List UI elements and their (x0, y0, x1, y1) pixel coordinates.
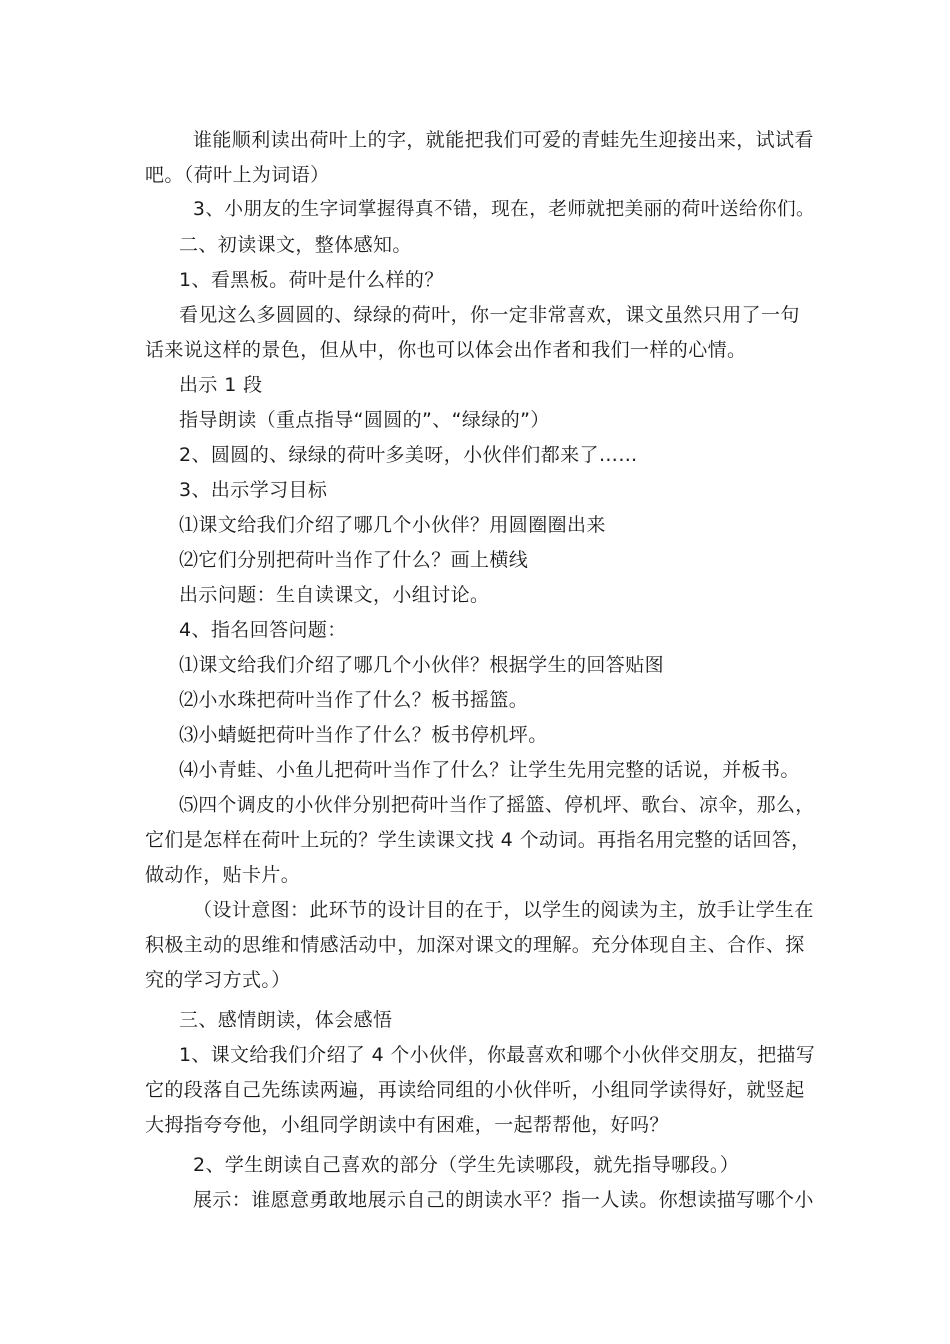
text-line: 1、看黑板。荷叶是什么样的？ (179, 269, 444, 291)
section-heading: 三、感情朗读，体会感悟 (179, 1009, 393, 1031)
text-line: 展示：谁愿意勇敢地展示自己的朗读水平？指一人读。你想读描写哪个小 (193, 1189, 814, 1211)
text-line: 出示问题：生自读课文，小组讨论。 (179, 584, 490, 606)
text-line: 它们是怎样在荷叶上玩的？学生读课文找 4 个动词。再指名用完整的话回答， (145, 829, 811, 851)
text-line: ⑷小青蛙、小鱼儿把荷叶当作了什么？让学生先用完整的话说，并板书。 (179, 759, 800, 781)
text-line: 4、指名回答问题： (179, 619, 347, 641)
text-line: 看见这么多圆圆的、绿绿的荷叶，你一定非常喜欢，课文虽然只用了一句 (179, 304, 800, 326)
section-heading: 二、初读课文，整体感知。 (179, 234, 412, 256)
text-line: 究的学习方式。） (145, 969, 291, 991)
text-line: 2、圆圆的、绿绿的荷叶多美呀，小伙伴们都来了…… (179, 444, 638, 466)
text-line: ⑵它们分别把荷叶当作了什么？画上横线 (179, 549, 529, 571)
text-line: ⑴课文给我们介绍了哪几个小伙伴？根据学生的回答贴图 (179, 654, 665, 676)
text-line: 3、小朋友的生字词掌握得真不错，现在，老师就把美丽的荷叶送给你们。 (193, 199, 816, 220)
text-line: 吧。（荷叶上为词语） (145, 164, 330, 186)
text-line: 话来说这样的景色，但从中，你也可以体会出作者和我们一样的心情。 (145, 339, 747, 361)
text-line: 积极主动的思维和情感活动中，加深对课文的理解。充分体现自主、合作、探 (145, 934, 805, 956)
text-line: 2、学生朗读自己喜欢的部分（学生先读哪段，就先指导哪段。） (193, 1154, 740, 1176)
text-line: 做动作，贴卡片。 (145, 864, 301, 886)
text-line: （设计意图：此环节的设计目的在于，以学生的阅读为主，放手让学生在 (193, 899, 814, 921)
text-line: 3、出示学习目标 (179, 479, 328, 501)
text-line: 指导朗读（重点指导“圆圆的”、“绿绿的”） (179, 409, 550, 431)
text-line: ⑵小水珠把荷叶当作了什么？板书摇篮。 (179, 689, 529, 711)
text-line: ⑴课文给我们介绍了哪几个小伙伴？用圆圈圈出来 (179, 514, 606, 536)
text-line: ⑸四个调皮的小伙伴分别把荷叶当作了摇篮、停机坪、歌台、凉伞，那么， (179, 794, 815, 816)
text-line: 它的段落自己先练读两遍，再读给同组的小伙伴听，小组同学读得好，就竖起 (145, 1079, 805, 1101)
text-line: 大拇指夸夸他，小组同学朗读中有困难，一起帮帮他，好吗？ (145, 1114, 669, 1136)
text-line: 谁能顺利读出荷叶上的字，就能把我们可爱的青蛙先生迎接出来，试试看 (193, 129, 814, 151)
text-line: ⑶小蜻蜓把荷叶当作了什么？板书停机坪。 (179, 724, 548, 746)
text-line: 出示 1 段 (179, 374, 263, 396)
text-line: 1、课文给我们介绍了 4 个小伙伴，你最喜欢和哪个小伙伴交朋友，把描写 (179, 1044, 816, 1066)
